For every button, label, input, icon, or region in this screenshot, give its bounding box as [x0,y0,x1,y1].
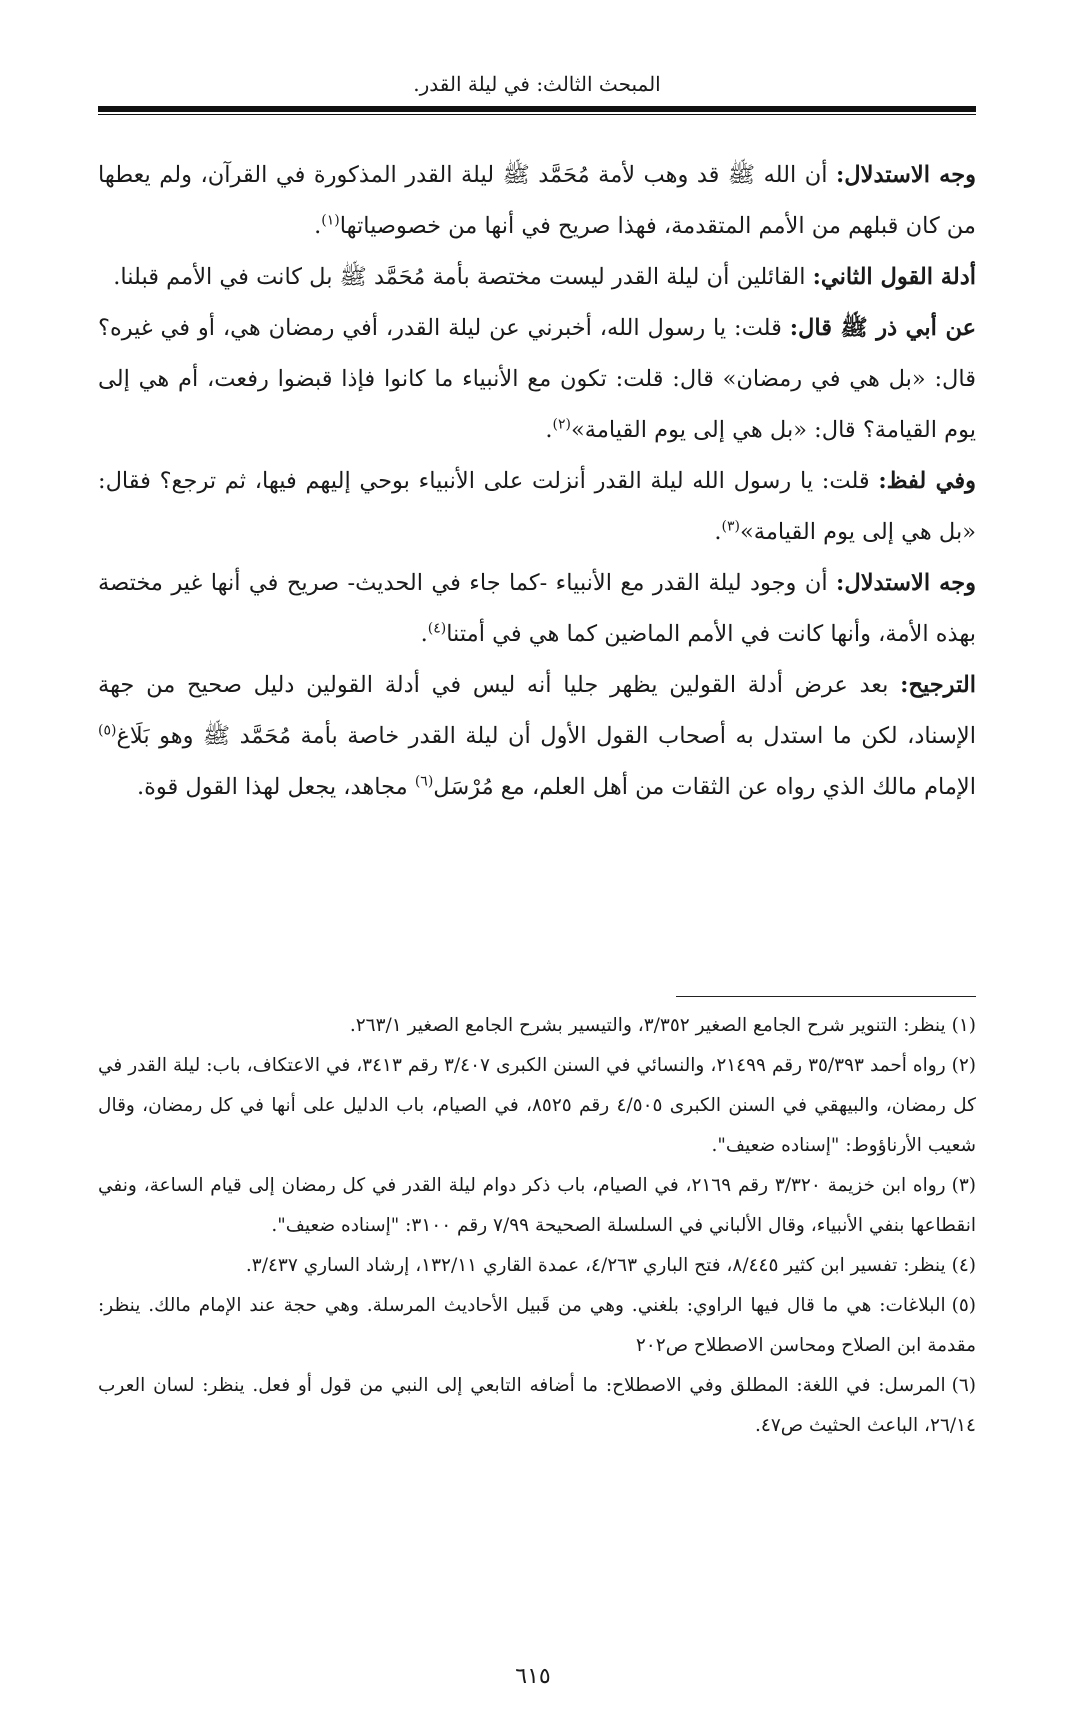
footnote-text: ينظر: التنوير شرح الجامع الصغير ٣/٣٥٢، والتيسير بشرح الجامع الصغير ٢٦٣/١. [349,1015,946,1036]
paragraph-tail: . [314,213,322,239]
footnote-number: (١) [951,1015,976,1036]
paragraph-text: أن الله ﷺ قد وهب لأمة مُحَمَّد ﷺ ليلة القدر المذكورة في القرآن، ولم يعطها من كان قبلهم من الأمم المتقدمة، فهذا صريح في أنها من خصوصياتها [98,162,976,239]
footnote-separator [676,996,976,997]
paragraph-label: أدلة القول الثاني: [812,264,976,290]
paragraph-text: القائلين أن ليلة القدر ليست مختصة بأمة مُحَمَّد ﷺ بل كانت في الأمم قبلنا. [113,264,813,290]
footnote [98,1246,976,1286]
footnote-ref: (٣) [721,518,740,535]
footnotes [98,1006,976,1446]
footnote-number: (٦) [951,1375,976,1396]
footnote-number: (٣) [951,1175,976,1196]
footnote [98,1366,976,1446]
paragraph-label: وجه الاستدلال: [835,162,976,188]
running-header: المبحث الثالث: في ليلة القدر. [413,72,661,96]
paragraph-text: بعد عرض أدلة القولين يظهر جليا أنه ليس في أدلة القولين دليل صحيح من جهة الإسناد، لكن ما استدل به أصحاب القول الأول أن ليلة القدر خاصة بأمة مُحَمَّد ﷺ وهو بَلَاغ [98,672,976,749]
footnote-text: البلاغات: هي ما قال فيها الراوي: بلغني. وهي من قَبيل الأحاديث المرسلة. وهي حجة عند الإمام مالك. ينظر: مقدمة ابن الصلاح ومحاسن الاصطلاح ص٢٠٢ [98,1295,976,1356]
footnote-text: رواه ابن خزيمة ٣/٣٢٠ رقم ٢١٦٩، في الصيام، باب ذكر دوام ليلة القدر في كل رمضان إلى قيام الساعة، ونفي انقطاعها بنفي الأنبياء، وقال الألباني في السلسلة الصحيحة ٧/٩٩ رقم ٣١٠٠: "إسناده ضعيف". [98,1175,976,1236]
footnote [98,1046,976,1166]
paragraph-label: وجه الاستدلال: [836,570,977,596]
paragraph-text: أن وجود ليلة القدر مع الأنبياء -كما جاء في الحديث- صريح في أنها غير مختصة بهذه الأمة، وأنها كانت في الأمم الماضين كما هي في أمتنا [98,570,976,647]
paragraph-text: قلت: يا رسول الله، أخبرني عن ليلة القدر، أفي رمضان هي، أو في غيره؟ قال: «بل هي في رمضان» قال: قلت: تكون مع الأنبياء ما كانوا فإذا قبضوا رفعت، أم هي إلى يوم القيامة؟ قال: «بل هي إلى يوم القيامة» [98,315,976,443]
paragraph-tail: . [545,417,553,443]
paragraph [98,150,976,252]
paragraph [98,252,976,303]
footnote-text: المرسل: في اللغة: المطلق وفي الاصطلاح: ما أضافه التابعي إلى النبي من قول أو فعل. ينظر: لسان العرب ٢٦/١٤، الباعث الحثيث ص٤٧. [98,1375,976,1436]
paragraph [98,303,976,456]
paragraph-tail: . [420,621,428,647]
footnote-ref: (٤) [427,620,447,637]
footnote-ref: (٢) [552,416,571,433]
footnote [98,1286,976,1366]
paragraph-label: الترجيح: [900,672,976,698]
paragraph-tail: مجاهد، يجعل لهذا القول قوة. [136,774,415,800]
footnote-text: رواه أحمد ٣٥/٣٩٣ رقم ٢١٤٩٩، والنسائي في السنن الكبرى ٣/٤٠٧ رقم ٣٤١٣، في الاعتكاف، باب: ليلة القدر في كل رمضان، والبيهقي في السنن الكبرى ٤/٥٠٥ رقم ٨٥٢٥، في الصيام، باب الدليل على أنها في كل رمضان، وقال شعيب الأرناؤوط: "إسناده ضعيف". [98,1055,976,1156]
footnote-ref: (١) [321,212,340,229]
paragraph-label: عن أبي ذر ﷺ قال: [789,315,976,341]
footnote-number: (٤) [951,1255,976,1276]
footnote-number: (٢) [951,1055,976,1076]
page-number: ٦١٥ [515,1664,551,1689]
footnote-ref: (٥) [98,722,117,739]
footnote [98,1006,976,1046]
footnote-number: (٥) [951,1295,976,1316]
main-text [98,150,976,813]
footnote-ref: (٦) [414,773,434,790]
header-rule-thin [98,114,976,115]
paragraph-label: وفي لفظ: [878,468,976,494]
paragraph-text: قلت: يا رسول الله ليلة القدر أنزلت على الأنبياء بوحي إليهم فيها، ثم ترجع؟ فقال: «بل هي إلى يوم القيامة» [98,468,976,545]
paragraph [98,456,976,558]
paragraph-tail: . [714,519,722,545]
paragraph [98,660,976,813]
footnote [98,1166,976,1246]
header-rule [98,106,976,112]
paragraph-tail: الإمام مالك الذي رواه عن الثقات من أهل العلم، مع مُرْسَل [433,774,976,800]
footnote-text: ينظر: تفسير ابن كثير ٨/٤٤٥، فتح الباري ٤/٢٦٣، عمدة القاري ١٣٢/١١، إرشاد الساري ٣/٤٣٧. [245,1255,946,1276]
paragraph [98,558,976,660]
